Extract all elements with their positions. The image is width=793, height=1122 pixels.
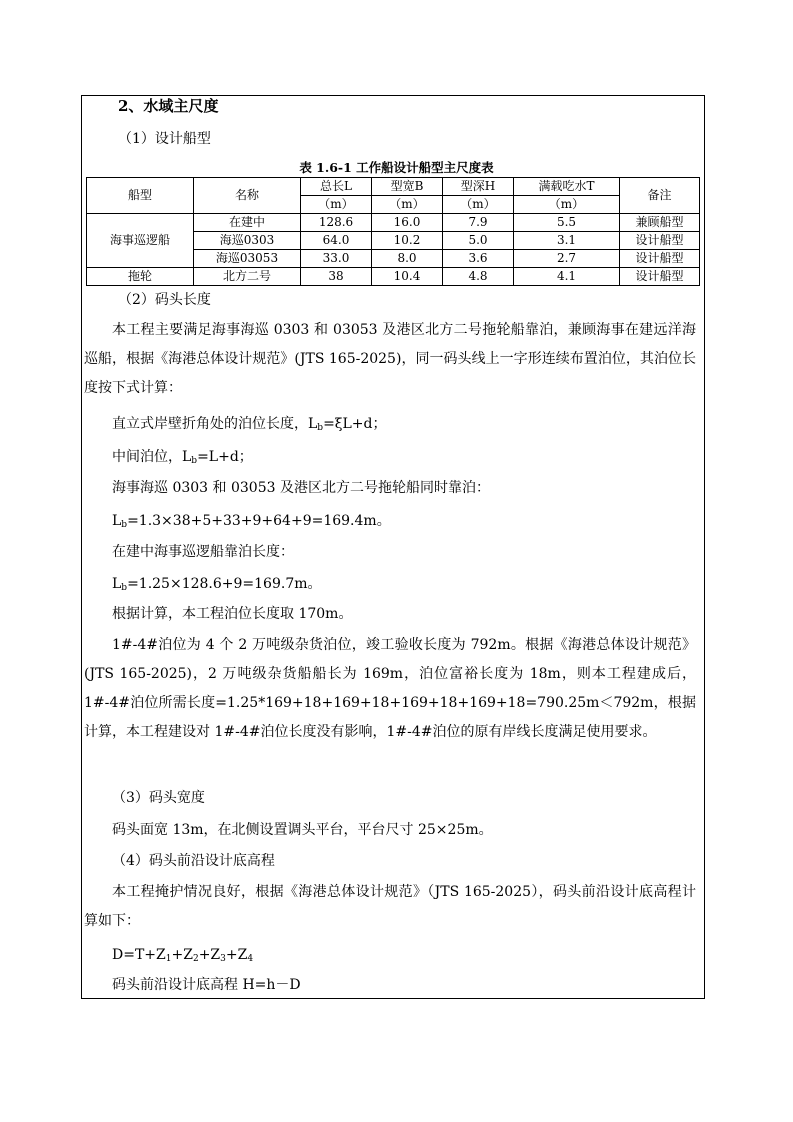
table-row <box>87 214 700 232</box>
ship-dimension-table <box>86 177 700 286</box>
cell-depth: 4.8 <box>443 268 514 286</box>
table-caption: 表 1.6-1 工作船设计船型主尺度表 <box>299 160 494 175</box>
formula-corner-berth: 直立式岸壁折角处的泊位长度，$L_b=\xi L+d$； <box>112 416 387 433</box>
cell-draft: 2.7 <box>514 250 620 268</box>
group-tug: 拖轮 <box>87 268 194 286</box>
cell-breadth: 10.2 <box>372 232 443 250</box>
group-patrol-ship: 海事巡逻船 <box>87 214 194 268</box>
formula-calc-2: $L_b=1.25\times 128.6+9=169.7m$。 <box>112 576 322 593</box>
cell-note: 兼顾船型 <box>620 214 700 232</box>
paragraph-quay-width: 码头面宽 13m，在北侧设置调头平台，平台尺寸 25×25m。 <box>112 822 493 838</box>
unit-cell: （m） <box>514 196 620 214</box>
cell-length: 38 <box>301 268 372 286</box>
formula-calc-1: $L_b=1.3\times 38+5+33+9+64+9=169.4m$。 <box>112 513 391 530</box>
cell-depth: 5.0 <box>443 232 514 250</box>
header-note: 备注 <box>620 178 700 214</box>
formula-depth: $D=T+Z_1+Z_2+Z_3+Z_4$ <box>112 947 254 964</box>
cell-name: 在建中 <box>194 214 301 232</box>
cell-note: 设计船型 <box>620 268 700 286</box>
paragraph-conclusion: 根据计算，本工程泊位长度取 170m。 <box>112 606 353 622</box>
cell-name: 海巡03053 <box>194 250 301 268</box>
paragraph-elevation: 本工程掩护情况良好，根据《海港总体设计规范》（JTS 165-2025），码头前沿设计底高程计算如下： <box>84 884 696 929</box>
header-name: 名称 <box>194 178 301 214</box>
cell-draft: 4.1 <box>514 268 620 286</box>
paragraph-intro: 本工程主要满足海事海巡 0303 和 03053 及港区北方二号拖轮船靠泊，兼顾海事在建远洋海巡船，根据《海港总体设计规范》(JTS 165-2025)，同一码头线上一字形连续布置泊位，其泊位长度按下式计算： <box>84 322 696 396</box>
paragraph-berth-analysis: 1#-4#泊位为 4 个 2 万吨级杂货泊位，竣工验收长度为 792m。根据《海港总体设计规范》(JTS 165-2025)，2 万吨级杂货船船长为 169m，泊位富裕长度为 18m，则本工程建成后，1#-4#泊位所需长度=1.25*169+18+169+18+169+18+169+18=790.25m＜792m，根据计算，本工程建设对 1#-4#泊位长度没有影响，1#-4#泊位的原有岸线长度满足使用要求。 <box>84 637 696 740</box>
header-length: 总长L <box>301 178 372 196</box>
cell-depth: 3.6 <box>443 250 514 268</box>
table-header-row <box>87 178 700 196</box>
header-depth: 型深H <box>443 178 514 196</box>
cell-name: 北方二号 <box>194 268 301 286</box>
unit-cell: （m） <box>301 196 372 214</box>
unit-cell: （m） <box>443 196 514 214</box>
cell-length: 128.6 <box>301 214 372 232</box>
cell-note: 设计船型 <box>620 250 700 268</box>
cell-depth: 7.9 <box>443 214 514 232</box>
cell-name: 海巡0303 <box>194 232 301 250</box>
subsection-design-ship: （1）设计船型 <box>118 131 211 147</box>
cell-breadth: 16.0 <box>372 214 443 232</box>
paragraph-simultaneous: 海事海巡 0303 和 03053 及港区北方二号拖轮船同时靠泊： <box>112 480 490 496</box>
header-ship-type: 船型 <box>87 178 194 214</box>
header-breadth: 型宽B <box>372 178 443 196</box>
subsection-bottom-elevation: （4）码头前沿设计底高程 <box>112 853 275 869</box>
subsection-quay-length: （2）码头长度 <box>118 292 211 308</box>
cell-length: 33.0 <box>301 250 372 268</box>
section-title: 2、水域主尺度 <box>118 97 219 115</box>
cell-length: 64.0 <box>301 232 372 250</box>
cell-note: 设计船型 <box>620 232 700 250</box>
cell-draft: 3.1 <box>514 232 620 250</box>
formula-middle-berth: 中间泊位，$L_b=L+d$； <box>112 449 253 466</box>
subsection-quay-width: （3）码头宽度 <box>112 790 205 806</box>
cell-draft: 5.5 <box>514 214 620 232</box>
header-draft: 满载吃水T <box>514 178 620 196</box>
table-row <box>87 268 700 286</box>
cell-breadth: 8.0 <box>372 250 443 268</box>
unit-cell: （m） <box>372 196 443 214</box>
paragraph-patrol-length: 在建中海事巡逻船靠泊长度： <box>112 544 294 560</box>
cell-breadth: 10.4 <box>372 268 443 286</box>
formula-elevation: 码头前沿设计底高程 H=h－D <box>112 977 301 993</box>
